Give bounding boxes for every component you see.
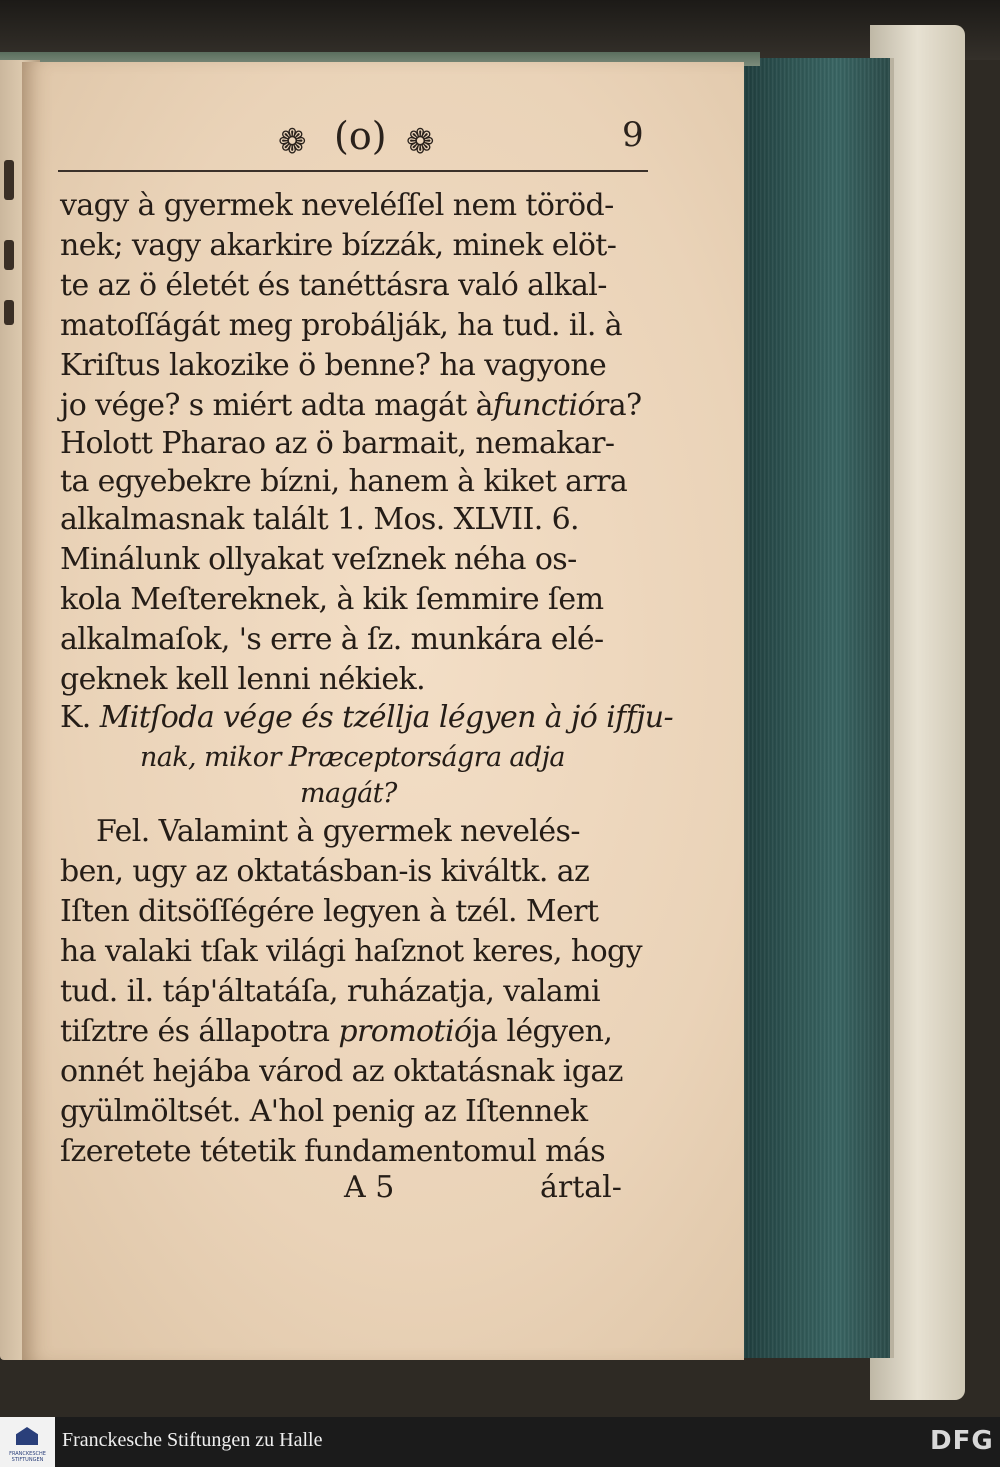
question-line: nak, mikor Præceptorságra adja	[140, 742, 565, 773]
answer-line: gyülmöltsét. A'hol penig az Iſtennek	[60, 1094, 588, 1129]
text-segment: ra?	[594, 388, 642, 423]
text-line: matoſſágát meg probálják, ha tud. il. à	[60, 308, 623, 343]
text-segment: ja légyen,	[471, 1014, 613, 1049]
text-line: alkalmasnak talált 1. Mos. XLVII. 6.	[60, 502, 579, 537]
footer-bar	[0, 1417, 1000, 1467]
text-segment: tiſztre és állapotra	[60, 1014, 330, 1049]
page-number: 9	[622, 115, 644, 155]
text-line: kola Meſtereknek, à kik ſemmire ſem	[60, 582, 604, 617]
answer-line: ſzeretete tétetik fundamentomul más	[60, 1134, 606, 1169]
answer-line: Iſten ditsöſſégére legyen à tzél. Mert	[60, 894, 599, 929]
text-line: nek; vagy akarkire bízzák, minek elöt-	[60, 228, 617, 263]
italic-word: promotió	[338, 1014, 472, 1049]
italic-word: functió	[492, 388, 595, 423]
ornament-left-icon: ❁	[278, 122, 307, 162]
catchword: ártal-	[540, 1170, 622, 1205]
ink-mark	[4, 300, 14, 325]
institution-name[interactable]: Franckesche Stiftungen zu Halle	[62, 1429, 323, 1451]
signature-mark: A 5	[344, 1170, 395, 1205]
answer-line: ha valaki tſak világi haſznot keres, hogy	[60, 934, 643, 969]
question-text: Mitſoda vége és tzéllja légyen à jó iffju-	[99, 700, 674, 735]
text-line-mixed	[60, 386, 642, 426]
head-rule	[58, 170, 648, 172]
text-line: te az ö életét és tanéttásra való alkal-	[60, 268, 607, 303]
text-line: alkalmaſok, 's erre à ſz. munkára elé-	[60, 622, 604, 657]
text-line: Kriſtus lakozike ö benne? ha vagyone	[60, 348, 607, 383]
answer-line: ben, ugy az oktatásban-is kiváltk. az	[60, 854, 590, 889]
logo-text: FRANCKESCHE STIFTUNGEN	[9, 1451, 46, 1463]
institution-logo[interactable]	[0, 1417, 55, 1467]
question-line: magát?	[300, 778, 397, 809]
page-block-edge	[740, 58, 894, 1358]
ink-mark	[4, 240, 14, 270]
text-line: ta egyebekre bízni, hanem à kiket arra	[60, 464, 628, 499]
building-icon	[16, 1427, 38, 1445]
ink-mark	[4, 160, 14, 200]
background	[0, 0, 1000, 60]
text-line: vagy à gyermek neveléſſel nem töröd-	[60, 188, 614, 223]
text-line: Holott Pharao az ö barmait, nemakar-	[60, 426, 615, 461]
answer-line-mixed	[60, 1012, 612, 1052]
text-line: geknek kell lenni nékiek.	[60, 662, 426, 697]
question-line	[60, 698, 673, 738]
answer-line: Fel. Valamint à gyermek nevelés-	[96, 814, 580, 849]
answer-line: tud. il. táp'áltatáſa, ruházatja, valami	[60, 974, 600, 1009]
answer-line: onnét hejába várod az oktatásnak igaz	[60, 1054, 623, 1089]
ornament-right-icon: ❁	[406, 122, 435, 162]
ornament-center: (o)	[334, 114, 387, 158]
text-segment: jo vége? s miért adta magát à	[60, 388, 493, 423]
text-line: Minálunk ollyakat veſznek néha os-	[60, 542, 577, 577]
dfg-logo[interactable]: DFG	[930, 1426, 994, 1456]
question-lead: K.	[60, 700, 91, 735]
